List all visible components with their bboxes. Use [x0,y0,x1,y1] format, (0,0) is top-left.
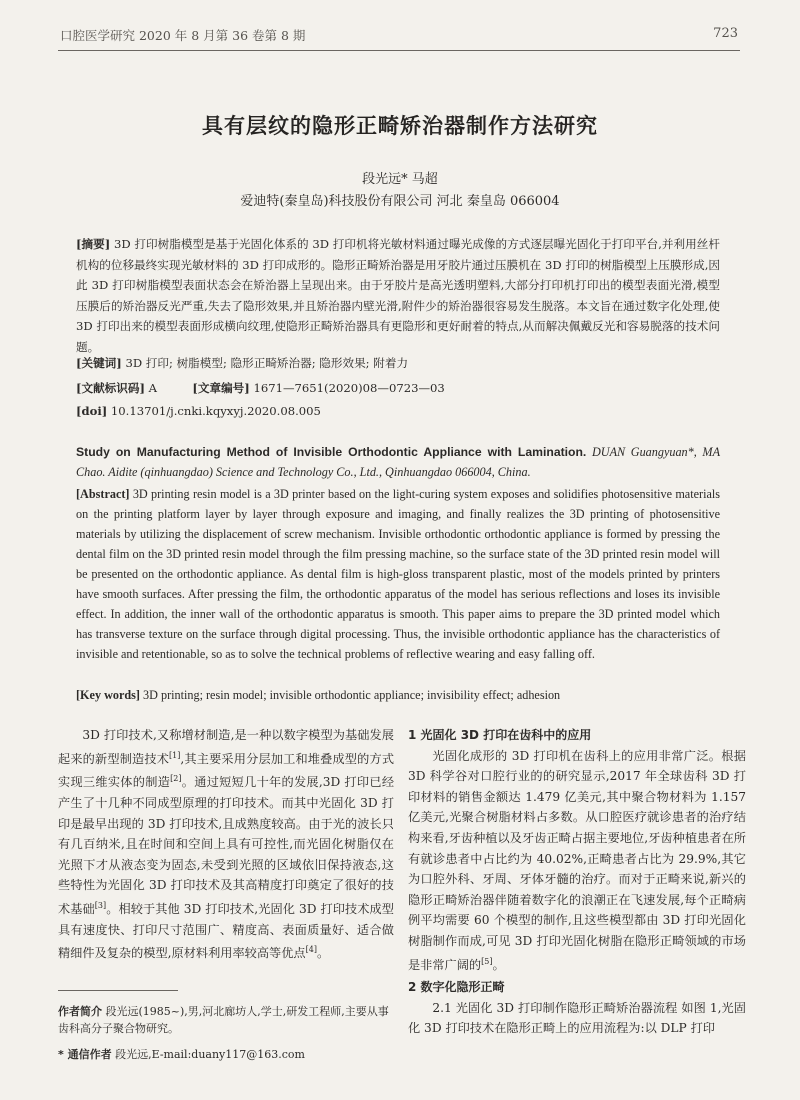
english-title-block [76,442,720,482]
affiliation-line: 爱迪特(秦皇岛)科技股份有限公司 河北 秦皇岛 066004 [240,194,560,209]
section-2-1-paragraph: 2.1 光固化 3D 打印制作隐形正畸矫治器流程 如图 1,光固化 3D 打印技术在隐形正畸上的应用流程为:以 DLP 打印 [408,1000,746,1036]
intro-text-3: 。通过短短几十年的发展,3D 打印已经产生了十几种不同成型原理的打印技术。而其中光固化 3D 打印是最早出现的 3D 打印技术,且成熟度较高。由于光的波长只有几百纳米,且在时间和空间上具有可控性,而光固化树脂仅在光照下才从液态变为固态,未受到光照的区域依旧保持液态,这些特性为光固化 3D 打印技术及其高精度打印奠定了很好的技术基础 [58,775,395,916]
doi-label: [doi] [76,404,108,418]
keywords-cn-label: [关键词] [76,356,122,370]
keywords-cn-text: 3D 打印; 树脂模型; 隐形正畸矫治器; 隐形效果; 附着力 [125,356,409,370]
section-1-text: 光固化成形的 3D 打印机在齿科上的应用非常广泛。根据 3D 科学谷对口腔行业的的研究显示,2017 年全球齿科 3D 打印材料的销售金额达 1.479 亿美元,其中聚合物材料为 1.157 亿美元,光聚合树脂材料占多数。从口腔医疗就诊患者的治疗结构来看,牙齿种植以及牙齿正畸占据主要地位,牙齿种植患者在所有就诊患者中占比约为 40.02%,正畸患者占比为 29.9%,其它为口腔外科、牙周、牙体牙髓的治疗。而对于正畸来说,新兴的隐形正畸矫治器伴随着数字化的浪潮正在飞速发展,每个正畸病例平均需要 60 个模型的制作,且这些模型都由 3D 打印光固化树脂制作而成,可见 3D 打印光固化树脂在隐形正畸领域的市场是非常广阔的 [408,748,746,972]
doi-line [76,404,726,418]
abstract-cn [76,234,720,357]
abstract-en-label: [Abstract] [76,487,130,501]
citation: [1] [169,750,181,760]
section-1-paragraph [408,746,746,976]
keywords-cn [76,355,726,371]
corresponding-label: * 通信作者 [58,1048,112,1061]
running-header [60,26,738,48]
intro-text-4: 。相较于其他 3D 打印技术,光固化 3D 打印技术成型具有速度快、打印尺寸范围广、精度高、表面质量好、适合做精细件及复杂的模型,原材料利用率较高等优点 [58,901,394,961]
keywords-en-label: [Key words] [76,688,140,702]
keywords-en-text: 3D printing; resin model; invisible orthodontic appliance; invisibility effect; adhesion [143,688,561,702]
section-heading-2: 2 数字化隐形正畸 [408,980,505,995]
intro-paragraph [58,725,394,964]
english-authors: DUAN Guangyuan*, MA Chao. Aidite (qinhuangdao) Science and Technology Co., Ltd., Qinhuangdao 066004, China. [76,445,721,479]
paper-title: 具有层纹的隐形正畸矫治器制作方法研究 [202,114,598,138]
document-codes [76,380,726,396]
intro-text-5: 。 [316,946,330,961]
english-title: Study on Manufacturing Method of Invisible Orthodontic Appliance with Lamination. [76,445,587,459]
classification-value: A [148,381,158,395]
bio-label: 作者简介 [58,1005,102,1018]
abstract-cn-text: 3D 打印树脂模型是基于光固化体系的 3D 打印机将光敏材料通过曝光成像的方式逐层曝光固化于打印平台,并利用丝杆机构的位移最终实现光敏材料的 3D 打印成形的。隐形正畸矫治器是用牙胶片通过压膜机在 3D 打印的树脂模型上压膜形成,因此 3D 打印树脂模型表面状态会在矫治器上呈现出来。由于牙胶片是高光透明塑料,大部分打印机打印出的模型表面光滑,模型压膜后的矫治器反光严重,失去了隐形效果,并且矫治器内壁光滑,附件少的矫治器很容易发生脱落。本文旨在通过数字化处理,使 3D 打印出来的模型表面形成横向纹理,使隐形正畸矫治器具有更隐形和更好耐着的特点,从而解决佩戴反光和容易脱落的技术问题。 [76,237,720,354]
bio-text: 段光远(1985~),男,河北廊坊人,学士,研发工程师,主要从事齿科高分子聚合物研究。 [58,1005,389,1035]
footnote-divider [58,990,178,991]
citation: [5] [481,956,493,966]
abstract-cn-label: [摘要] [76,237,111,251]
body-column-right [408,725,746,1039]
classification-label: [文献标识码] [76,381,145,395]
page-number: 723 [713,26,738,41]
citation: [3] [94,900,107,910]
intro-text-1: 3D 打印技术,又称增材制造,是一种以数字模型为基础发展起来的新型制造技术 [58,728,394,766]
header-divider [58,50,740,51]
body-column-left [58,725,394,964]
abstract-en-text: 3D printing resin model is a 3D printer based on the light-curing system exposes and solidifies photosensitive materials on the printing platform layer by layer through exposure and imaging, and finally realizes the 3D printing of photosensitive materials by utilizing the displacement of screw mechanism. Invisible orthodontic orthodontic appliance is formed by pressing the dental film on the 3D printed resin model through the film pressing machine, so the surface state of the 3D printed resin model will be presented on the orthodontic appliance. As dental film is high-gloss transparent plastic, most of the models printed by printers have smooth surfaces. After pressing the film, the orthodontic apparatus of the model has serious reflections and loses its invisible effect. In addition, the inner wall of the orthodontic apparatus is smooth. This paper aims to prepare the 3D printed model which has transverse texture on the surface through digital processing. Thus, the invisible orthodontic appliance has the characteristics of invisible and retentionable, so as to solve the technical problems of reflective wearing and easy falling off. [76,487,721,661]
author-line: 段光远* 马超 [362,172,438,187]
doi-value: 10.13701/j.cnki.kqyxyj.2020.08.005 [110,404,321,418]
article-number-value: 1671—7651(2020)08—0723—03 [253,381,445,395]
abstract-en [76,484,720,664]
corresponding-footnote [58,1046,394,1063]
section-heading-1: 1 光固化 3D 打印在齿科中的应用 [408,728,592,742]
keywords-en [76,688,726,703]
intro-text-2: ,其主要采用分层加工和堆叠成型的方式实现三维实体的制造 [58,751,395,790]
section-1-text-end: 。 [492,957,505,972]
author-bio-footnote [58,1003,394,1037]
citation: [2] [170,774,182,784]
citation: [4] [305,945,317,955]
journal-name: 口腔医学研究 2020 年 8 月第 36 卷第 8 期 [60,28,306,43]
article-number-label: [文章编号] [192,381,250,395]
corresponding-text: 段光远,E-mail:duany117@163.com [115,1048,305,1061]
